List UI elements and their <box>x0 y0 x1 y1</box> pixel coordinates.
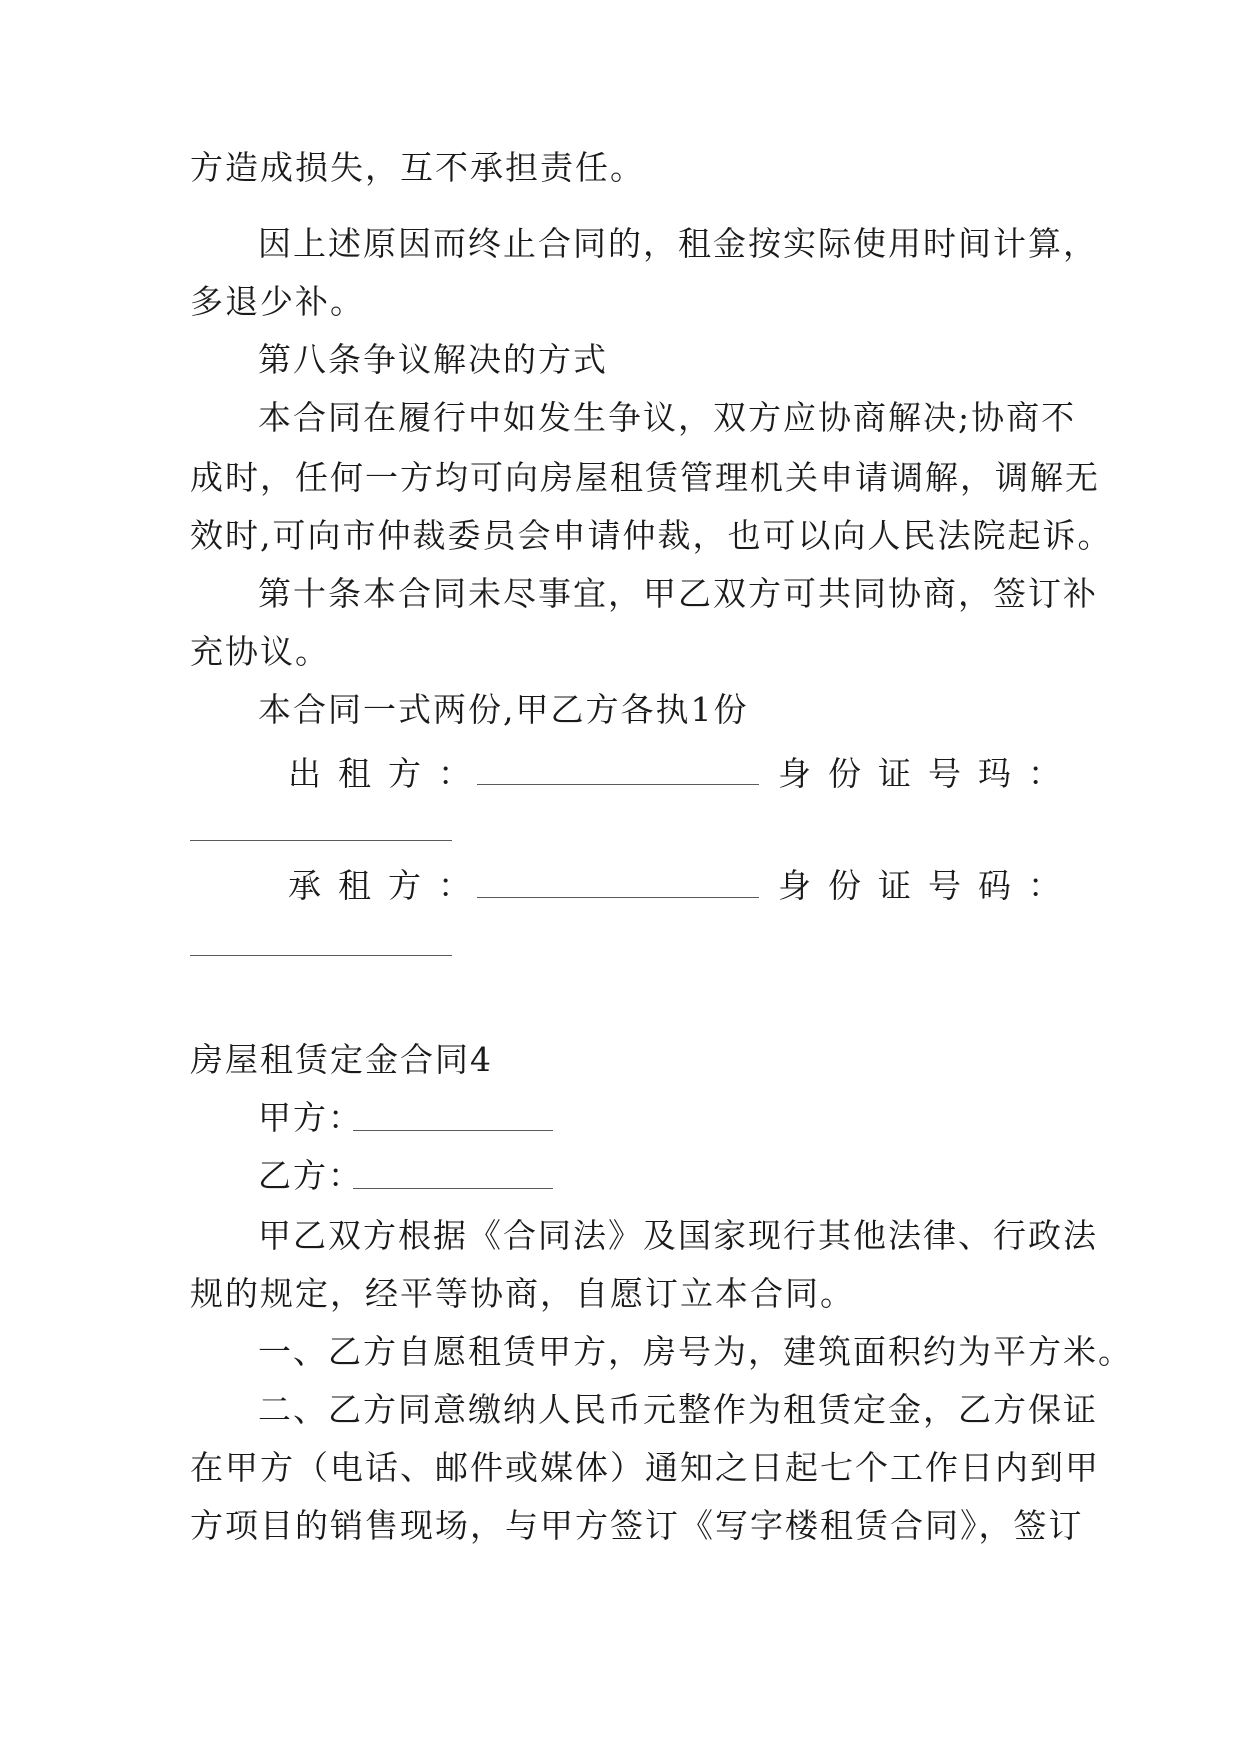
body-line: 多退少补。 <box>190 282 365 321</box>
body-line: 规的规定，经平等协商，自愿订立本合同。 <box>190 1274 855 1313</box>
lessee-id-label: 身份证号码： <box>778 866 1078 905</box>
body-line: 成时，任何一方均可向房屋租赁管理机关申请调解，调解无 <box>190 458 1100 497</box>
section-heading: 第八条争议解决的方式 <box>258 340 608 379</box>
party-a-blank <box>353 1130 553 1131</box>
body-line: 方项目的销售现场，与甲方签订《写字楼租赁合同》，签订 <box>190 1506 1084 1545</box>
body-line: 效时,可向市仲裁委员会申请仲裁，也可以向人民法院起诉。 <box>190 516 1113 555</box>
body-line: 一、乙方自愿租赁甲方，房号为，建筑面积约为平方米。 <box>258 1332 1133 1371</box>
lessor-label: 出租方： <box>288 754 488 793</box>
lessee-blank <box>477 897 759 898</box>
body-line: 在甲方（电话、邮件或媒体）通知之日起七个工作日内到甲 <box>190 1448 1100 1487</box>
lessee-id-blank <box>190 955 452 956</box>
lessor-id-blank <box>190 840 452 841</box>
document-title: 房屋租赁定金合同4 <box>190 1040 493 1079</box>
body-line: 甲乙双方根据《合同法》及国家现行其他法律、行政法 <box>258 1216 1098 1255</box>
lessee-label: 承租方： <box>288 866 488 905</box>
body-line: 本合同一式两份,甲乙方各执1份 <box>258 690 749 729</box>
body-line: 方造成损失，互不承担责任。 <box>190 148 645 187</box>
body-line: 本合同在履行中如发生争议，双方应协商解决;协商不 <box>258 398 1077 437</box>
body-line: 二、乙方同意缴纳人民币元整作为租赁定金，乙方保证 <box>258 1390 1098 1429</box>
body-line: 因上述原因而终止合同的，租金按实际使用时间计算， <box>258 224 1098 263</box>
body-line: 第十条本合同未尽事宜，甲乙双方可共同协商，签订补 <box>258 574 1098 613</box>
party-b-blank <box>353 1188 553 1189</box>
lessor-blank <box>477 784 759 785</box>
party-b-label: 乙方： <box>258 1156 363 1195</box>
lessor-id-label: 身份证号玛： <box>778 754 1078 793</box>
body-line: 充协议。 <box>190 632 330 671</box>
party-a-label: 甲方： <box>258 1098 363 1137</box>
